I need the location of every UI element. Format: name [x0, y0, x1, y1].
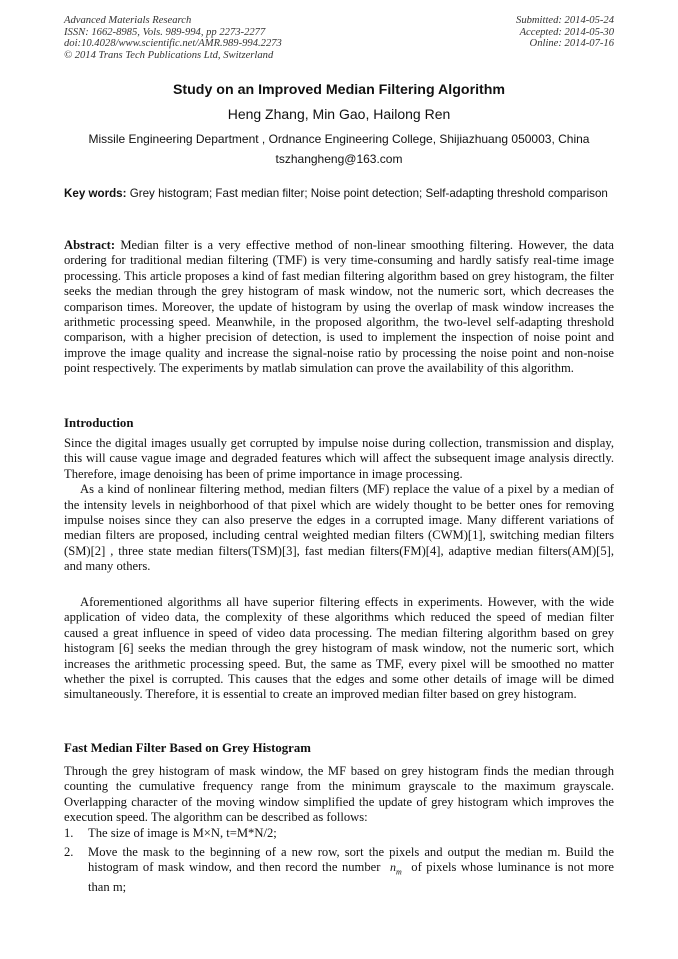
intro-paragraph-1: Since the digital images usually get corrupted by impulse noise during collection, transmission and display, this will cause vague image and degraded features which will affect the subsequent image analysis directly. Therefore, image denoising has been of prime importance in image processing. — [64, 436, 614, 481]
paper-title: Study on an Improved Median Filtering Algorithm — [172, 82, 506, 98]
publication-dates — [516, 15, 614, 50]
abstract-label: Abstract: — [64, 238, 116, 252]
introduction-body-continued — [64, 595, 614, 703]
abstract-text: Median filter is a very effective method of non-linear smoothing filtering. However, the data ordering for traditional median filtering (TMF) is very time-consuming and hardly satisfy real-time image processing. This article proposes a kind of fast median filtering algorithm based on grey histogram, the filter seeks the median through the grey histogram of mask window, not the numeric sort, which decreases the comparison times. Moreover, the update of histogram by using the overlap of mask window increases the arithmetic processing speed. Meanwhile, in the proposed algorithm, the two-level self-adapting threshold comparison, with a higher precision of detection, is used to implement the inspection of noise point and improve the image quality and increase the signal-noise ratio by processing the noise point and non-noise point respectively. The experiments by matlab simulation can prove the availability of this algorithm. — [64, 238, 614, 376]
journal-name: Advanced Materials Research — [64, 15, 192, 26]
algorithm-step-2 — [64, 845, 614, 896]
step-number: 2. — [64, 845, 74, 859]
submitted-date: Submitted: 2014-05-24 — [516, 15, 614, 26]
step-text: The size of image is M×N, t=M*N/2; — [88, 826, 277, 840]
abstract — [64, 238, 614, 377]
algorithm-step-1 — [64, 826, 614, 841]
step-number: 1. — [64, 826, 74, 840]
math-symbol-n-m — [385, 860, 407, 877]
online-date: Online: 2014-07-16 — [529, 38, 614, 50]
step-text-b: of pixels whose luminance is not more than m; — [88, 860, 614, 895]
fast-median-filter-body — [64, 764, 614, 826]
intro-paragraph-3: Aforementioned algorithms all have superior filtering effects in experiments. However, with the wide application of video data, the complexity of these algorithms which reduced the speed of median filter caused a great influence in speed of video data processing. The median filtering algorithm based on grey histogram [6] seeks the median through the grey histogram of mask window, not the numeric sort, which increases the arithmetic processing speed. But, the same as TMF, every pixel will be smoothed no matter whether the pixel is corrupted. This causes that the edges and some other details of image will be dimed simultaneously. Therefore, it is essential to create an improved median filter based on grey histogram. — [64, 595, 614, 702]
copyright-line: © 2014 Trans Tech Publications Ltd, Switzerland — [64, 49, 274, 61]
introduction-body — [64, 436, 614, 575]
accepted-date: Accepted: 2014-05-30 — [519, 26, 614, 38]
fmf-paragraph-1: Through the grey histogram of mask window, the MF based on grey histogram finds the median through counting the cumulative frequency range from the minimum grayscale to the maximum grayscale. Overlapping character of the moving window simplified the update of grey histogram which improves the execution speed. The algorithm can be described as follows: — [64, 764, 614, 825]
journal-info — [64, 15, 282, 61]
intro-paragraph-2: As a kind of nonlinear filtering method, median filters (MF) replace the value of a pixel by a median of the intensity levels in neighborhood of that pixel which are widely thought to be better ones for removing impulse noises since they can also preserve the edges in a corrupted image. Many different variations of median filters are proposed, including central weighted median filters (CWM)[1], switching median filters (SM)[2] , three state median filters(TSM)[3], fast median filters(FM)[4], adaptive median filters(AM)[5], and many others. — [64, 482, 614, 574]
section-heading-fast-median-filter: Fast Median Filter Based on Grey Histogram — [64, 741, 311, 755]
author-email: tszhangheng@163.com — [275, 152, 403, 166]
issn-line: ISSN: 1662-8985, Vols. 989-994, pp 2273-2277 — [64, 26, 266, 38]
keywords — [64, 187, 614, 201]
step-text-a: Move the mask to the beginning of a new row, sort the pixels and output the median m. Build the histogram of mask window, and then record the number — [88, 845, 614, 875]
doi-line: doi:10.4028/www.scientific.net/AMR.989-994.2273 — [64, 38, 282, 50]
author-list: Heng Zhang, Min Gao, Hailong Ren — [227, 106, 451, 122]
keywords-label: Key words: — [64, 187, 127, 200]
symbol-n: n — [389, 860, 396, 875]
keywords-text: Grey histogram; Fast median filter; Noise point detection; Self-adapting threshold comparison — [126, 187, 608, 200]
affiliation: Missile Engineering Department , Ordnance Engineering College, Shijiazhuang 050003, China — [88, 132, 590, 146]
symbol-subscript: m — [395, 867, 402, 877]
section-heading-introduction: Introduction — [64, 416, 134, 430]
